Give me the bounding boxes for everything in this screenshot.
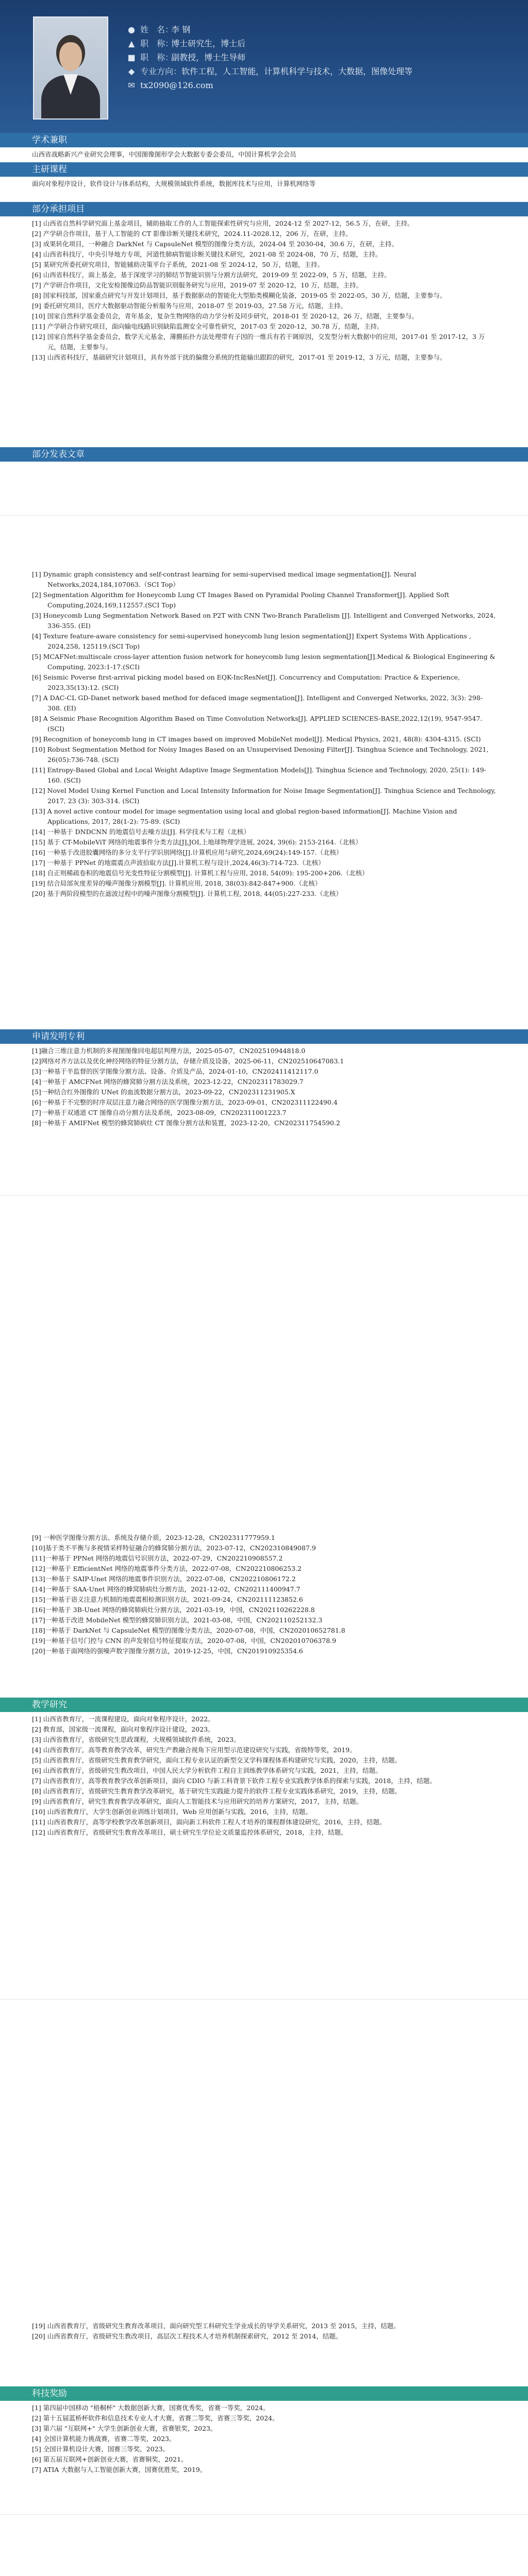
list-item: [14]一种基于 SAA-Unet 网络的蜂窝肺病灶分割方法，2021-12-02，CN202111400947.7 [32, 1585, 301, 1593]
list-item: [10] Robust Segmentation Method for Noisy Images Based on an Unsupervised Denosing Filter[J]. Tsinghua Science and Technology, 2021, 26(05):736-748. (SCI) [32, 745, 489, 764]
list-item: [9] Recognition of honeycomb lung in CT images based on improved MobileNet model[J]. Medical Physics, 2021, 48(8): 4304-4315. (SCI) [32, 735, 481, 743]
profile-major-row: ◆ 专业方向：软件工程，人工智能，计算机科学与技术，大数据，图像处理等 [127, 64, 412, 78]
profile-email-row [127, 78, 412, 92]
list-item: [7] 产学研合作项目，文化安检图像边防品智能识别服务研究与应用，2019-07 至 2020-12，10 万，结题，主持。 [32, 281, 362, 289]
list-item: [9] 一种医学图像分割方法、系统及存储介质，2023-12-28，CN202311777959.1 [32, 1534, 275, 1541]
list-item: [8] 山西省教育厅，省级研究生教育教学改革研究，基于研究生实践能力提升的软件工程专业实践体系研究，2019，主持，结题。 [32, 1787, 401, 1795]
list-item: [18] 自正则稀疏卷积的地震信号光变性特征分割模型[J]. 计算机工程与应用, 2018, 54(09): 195-200+206.（北核） [32, 869, 369, 877]
list-item: [7] 山西省教育厅，高等教育教学改革创新项目，面向 CDIO 与新工科背景下软件工程专业实践教学体系的探索与实践，2018，主持，结题。 [32, 1777, 436, 1785]
badge-icon: ■ [127, 53, 136, 62]
list-item: [10] 山西省教育厅，大学生创新创业训练计划项目，Web 应用创新与实践，2016，主持，结题。 [32, 1808, 312, 1816]
list-item: [4] 山西省科技厅，中央引导地方专项，河道性肺病智能诊断关键技术研究，2021-08 至 2024-08，70 万，结题，主持。 [32, 250, 382, 258]
avatar [33, 16, 108, 120]
page-divider [0, 515, 528, 516]
teaching-list [32, 1714, 496, 1838]
list-item: [1] 第四届中国移动 "梧桐杯" 大数据创新大赛，国赛优秀奖，省赛一等奖，2024。 [32, 2404, 270, 2412]
list-item: [6] Seismic Poverse first-arrival picking model based on EQK-IncResNet[J]. Concurrency and Computation: Practice & Experience, 2023,35(13):12. (SCI) [32, 673, 460, 691]
list-item: [7] ATIA 大数据与人工智能创新大赛，国赛优胜奖，2019。 [32, 2466, 207, 2473]
list-item: [3] 第六届 "互联网+" 大学生创新创业大赛，省赛银奖，2023。 [32, 2425, 217, 2432]
list-item: [19]一种基于信号门控与 CNN 的声发射信号特征提取方法，2020-07-08，中国，CN202010706378.9 [32, 1637, 336, 1645]
list-item: [10] 国家自然科学基金委员会，青年基金，复杂生物网络的动力学分析及同步研究，2018-01 至 2020-12，26 万，结题，主要参与。 [32, 312, 418, 320]
list-item: [2] 产学研合作项目，基于人工智能的 CT 影像诊断关键技术研究，2024.11-2028.12，206 万，在研，主持。 [32, 230, 352, 238]
list-item: [3] 成果转化项目，一种融合 DarkNet 与 CapsuleNet 模型的图像分类方法，2024-04 至 2030-04，30.6 万，在研，主持。 [32, 240, 398, 248]
section-bar-patents: 申请发明专利 [0, 1029, 528, 1044]
list-item: [10]基于类不平衡与多视情采样特征融合的蜂窝肺分割方法，2023-07-12，CN202310849087.9 [32, 1544, 316, 1552]
profile-name-row: ● 姓 名：李 钢 [127, 23, 412, 37]
list-item: [12] 山西省教育厅，省级研究生教育改革项目，硕士研究生学位论文质量监控体系研究，2018，主持，结题。 [32, 1828, 348, 1836]
profile-major: 软件工程，人工智能，计算机科学与技术，大数据，图像处理等 [182, 66, 413, 76]
list-item: [17]一种基于改进 MobileNet 模型的蜂窝肺识别方法，2021-03-08，中国，CN202110252132.3 [32, 1616, 323, 1624]
list-item: [1] Dynamic graph consistency and self-contrast learning for semi-supervised medical image segmentation[J]. Neural Networks,2024,184,107063.（SCI Top） [32, 570, 417, 588]
list-item: [2] 教育部，国家级一流课程，面向对象程序设计建设，2023。 [32, 1725, 214, 1733]
courses-text: 面向对象程序设计，软件设计与体系结构，大规模领域软件系统，数据库技术与应用，计算机网络等 [32, 180, 316, 188]
list-item: [16] 一种基于改进胶囊网络的多分支平行学识别网络[J].计算机应用与研究,2024,69(24):149-157.（北核） [32, 849, 343, 856]
list-item: [8] A Seismic Phase Recognition Algorithm Based on Time Convolution Networks[J]. APPLIED SCIENCES-BASE,2022,12(19), 9547-9547.(SCI) [32, 715, 483, 733]
list-item: [20] 山西省教育厅，省级研究生教改项目，高层次工程技术人才培养机制探索研究，2012 至 2014，结题。 [32, 2332, 342, 2340]
list-item: [18]一种基于 DarkNet 与 CapsuleNet 模型的图像分类方法，2020-07-08，中国，CN202010652781.8 [32, 1626, 345, 1634]
page-divider [0, 2514, 528, 2515]
list-item: [13] A novel active contour model for image segmentation using local and global region-based information[J]. Machine Vision and Applications, 2017, 28(1-2): 75-89. (SCI) [32, 807, 457, 825]
list-item: [6] 山西省科技厅，面上基金，基于深度学习的肺结节智能识别与分割方法研究，2019-09 至 2022-09，5 万，结题，主持。 [32, 271, 391, 279]
list-item: [5] 全国计算机设计大赛，国赛三等奖，2023。 [32, 2445, 169, 2453]
list-item: [3] Honeycomb Lung Segmentation Network Based on P2T with CNN Two-Branch Parallelism [J]. Intelligent and Converged Networks, 2024, 336-355. (EI) [32, 612, 496, 630]
list-item: [1] 山西省教育厅，一流课程建设，面向对象程序设计，2022。 [32, 1715, 214, 1723]
list-item: [5]一种结合红外图像的 UNet 的血流数据分割方法，2023-09-22，CN202311231905.X [32, 1088, 295, 1096]
list-item: [11] 山西省教育厅，高等学校教学改革创新项目，面向新工科软件工程人才培养的课程群体建设研究，2016，主持，结题。 [32, 1818, 386, 1826]
list-item: [20] 基于两阶段模型的在滤波过程中的噪声图像分割模型[J]. 计算机工程, 2018, 44(05):227-233.（北核） [32, 890, 342, 897]
list-item: [4]一种基于 AMCFNet 网络的蜂窝肺分割方法及系统，2023-12-22，CN202311783029.7 [32, 1078, 304, 1086]
section-bar-courses: 主研课程 [0, 162, 528, 177]
list-item: [9] 委托研究项目，医疗大数据驱动智能分析服务与应用，2018-07 至 2019-03，27.58 万元，结题，主持。 [32, 302, 347, 310]
projects-list [32, 218, 496, 363]
list-item: [7]一种基于双通道 CT 图像自动分割方法及系统，2023-08-09，CN202311001223.7 [32, 1109, 287, 1116]
section-bar-awards: 科技奖励 [0, 2386, 528, 2401]
list-item: [5] 山西省教育厅，省级研究生教育教学研究，面向工程专业认证的新型交叉学科课程体系构建研究与实践，2020，主持，结题。 [32, 1756, 401, 1764]
list-item: [6] 第五届互联网+创新创业大赛，省赛铜奖，2021。 [32, 2455, 188, 2463]
list-item: [4] 山西省教育厅，高等教育教学改革，研究生产教融合视角下应用型示范建设研究与实践，省级特等奖，2019。 [32, 1746, 356, 1754]
list-item: [15] 基于 CT-MobileViT 网络的地震事件分类方法[J],JOI,上地球物理学进展, 2024, 39(6): 2153-2164.（北核） [32, 838, 362, 846]
list-item: [12] 国家自然科学基金委员会，数学天元基金，薄膜拓扑方法处理带有子因的一维兵有若干调原因，交发型分析大数据中的应用，2017-01 至 2017-12，3 万元，结题，主要参与。 [32, 333, 485, 351]
list-item: [17] 一种基于 PPNet 的地震震点声波拾取方法[J].计算机工程与设计,2024,46(3):714-723.（北核） [32, 859, 325, 867]
awards-list [32, 2403, 496, 2475]
list-item: [8]一种基于 AMIFNet 模型的蜂窝肺病灶 CT 图像分割方法和装置，2023-12-20，CN202311754590.2 [32, 1119, 340, 1127]
papers-list [32, 569, 496, 899]
list-item: [11] Entropy-Based Global and Local Weight Adaptive Image Segmentation Models[J]. Tsinghua Science and Technology, 2020, 25(1): 149-160. (SCI) [32, 766, 486, 784]
profile-info [127, 23, 412, 92]
list-item: [19] 山西省教育厅，省级研究生教育改革项目，面向研究型工科研究生学业成长的导学关系研究，2013 至 2015，主持，结题。 [32, 2322, 400, 2330]
profile-position-row: ■ 职 称：副教授，博士生导师 [127, 50, 412, 64]
patents-list-continued [32, 1533, 496, 1656]
graduation-icon: ▲ [128, 39, 135, 48]
list-item: [6]一种基于不完整的时序双层注意力融合网络的医学图像分割方法，2023-09-01，CN202311122490.4 [32, 1098, 338, 1106]
profile-title-row: ▲ 职 称：博士研究生，博士后 [127, 37, 412, 50]
section-bar-academic: 学术兼职 [0, 133, 528, 147]
section-bar-projects: 部分承担项目 [0, 202, 528, 216]
list-item: [5] MCAFNet:multiscale cross-layer attention fusion network for honeycomb lung lesion segmentation[J].Medical & Biological Engineering & Computing, 2023:1-17.(SCI) [32, 653, 496, 671]
section-bar-teaching: 教学研究 [0, 1698, 528, 1712]
profile-header [0, 0, 528, 133]
list-item: [11] 产学研合作研究项目，面向输电线路识别缺陷监测安全可靠性研究，2017-03 至 2020-12，30.78 万，结题，主持。 [32, 323, 384, 330]
list-item: [6] 山西省教育厅，省级研究生教改项目，中国人民大学分析软件工程自主训练教学体系研究与实践，2021，主持，结题。 [32, 1767, 382, 1774]
section-bar-papers: 部分发表文章 [0, 447, 528, 462]
profile-name: 李 钢 [171, 25, 191, 35]
list-item: [13] 山西省科技厅，基础研究计划项目，具有外部干扰的偏微分系统的性能输出跟踪的研究，2017-01 至 2019-12，3 万元，结题，主要参与。 [32, 353, 447, 361]
list-item: [13]一种基于 SAIP-Unet 网络的地震事件识别方法，2022-07-08，CN202210806172.2 [32, 1575, 296, 1583]
list-item: [16]一种基于 3B-Unet 网络的蜂窝肺病灶分割方法，2021-03-19，中国，CN202110262228.8 [32, 1606, 315, 1614]
list-item: [14] 一种基于 DNDCNN 的地震信号去噪方法[J]. 科学技术与工程（北核） [32, 828, 250, 836]
list-item: [8] 国家科技部，国家重点研究与开发计划项目，基于数据驱动的智能化大型胎类模糊化装备，2019-05 至 2022-05，30 万，结题，主要参与。 [32, 292, 447, 299]
list-item: [4] Texture feature-aware consistency for semi-supervised honeycomb lung lesion segmentation[J] Expert Systems With Applications , 2024,258, 125119.(SCI Top) [32, 632, 471, 650]
list-item: [20]一种基于面网络的强噪声数字图像分割方法，2019-12-25，中国，CN201910925354.6 [32, 1647, 303, 1655]
list-item: [1] 山西省自然科学研究面上基金项目，辅助抽取工作的人工智能探索性研究与应用，2024-12 至 2027-12，56.5 万，在研，主持。 [32, 219, 414, 227]
academic-text-block [32, 149, 496, 160]
patents-list [32, 1046, 496, 1128]
list-item: [2] 第十五届蓝桥杯软件和信息技术专业人才大赛，省赛二等奖，省赛三等奖，2024。 [32, 2414, 279, 2422]
list-item: [12]一种基于 EfficientNet 网络的地震事件分类方法，2022-07-08，CN202210806253.2 [32, 1565, 302, 1572]
profile-email: tx2090@126.com [140, 80, 213, 90]
list-item: [3] 山西省教育厅，省级研究生思政课程，大规模领域软件系统，2023。 [32, 1736, 240, 1743]
list-item: [7] A DAC-CL GD-Danet network based method for defaced image segmentation[J]. Intelligent and Converged Networks, 2022, 3(3): 298-308. (EI) [32, 694, 483, 712]
user-icon: ● [128, 25, 135, 35]
courses-text-block [32, 179, 496, 189]
email-icon: ✉ [128, 80, 135, 90]
list-item: [1]融合三维注意力机制的多视图图像回电超层判理方法，2025-05-07，CN202510944818.0 [32, 1047, 306, 1055]
list-item: [2] Segmentation Algorithm for Honeycomb Lung CT Images Based on Pyramidal Pooling Channel Transformer[J]. Applied Soft Computing,2024,169,112557.(SCI Top) [32, 591, 450, 609]
page-divider [0, 1195, 528, 1196]
list-item: [5] 某研究所委托研究项目，智能辅助决策平台子系统，2021-08 至 2024-12，50 万，结题，主持。 [32, 261, 324, 268]
list-item: [12] Novel Model Using Kernel Function and Local Intensity Information for Noise Image Segmentation[J]. Tsinghua Science and Technology, 2017, 23 (3): 303-314. (SCI) [32, 787, 496, 805]
profile-position: 副教授，博士生导师 [171, 53, 246, 62]
list-item: [4] 全国计算机能力挑战赛，省赛二等奖，2023。 [32, 2435, 176, 2443]
profile-title: 博士研究生，博士后 [171, 39, 246, 48]
list-item: [15]一种基于语义注意力机制的地震震相检测识别方法，2021-09-24，CN202111123852.6 [32, 1596, 303, 1603]
list-item: [9] 山西省教育厅，研究生教育教学改革研究，面向人工智能技术与应用研究的培养方案研究，2017，主持，结题。 [32, 1798, 362, 1805]
academic-text: 山西省战略新兴产业研究会理事，中国图像图形学会大数据专委会委员，中国计算机学会会员 [32, 150, 296, 158]
book-icon: ◆ [128, 66, 135, 76]
list-item: [19] 结合局部灰度差异的噪声图像分割模型[J]. 计算机应用, 2018, 38(03):842-847+900.（北核） [32, 879, 322, 887]
teaching-list-continued [32, 2321, 496, 2342]
list-item: [2]网络对齐方法以及优化神经网络的特征分割方法，存储介质及设备，2025-06-11，CN202510647083.1 [32, 1057, 344, 1065]
list-item: [11]一种基于 PPNet 网络的地震信号识别方法，2022-07-29，CN202210908557.2 [32, 1554, 283, 1562]
list-item: [3]一种基于半监督的医学图像分割方法、设备、介质及产品，2024-01-10，CN202411412117.0 [32, 1067, 319, 1075]
